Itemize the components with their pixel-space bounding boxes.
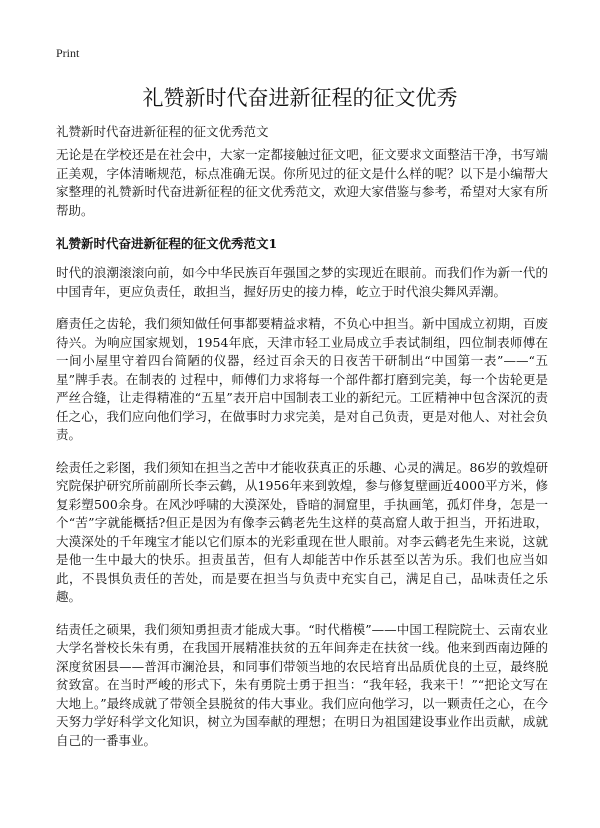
body-paragraph-4: 结责任之硕果，我们须知勇担责才能成大事。“时代楷模”——中国工程院院士、云南农业大学名誉校长朱有勇，在我国开展精准扶贫的五年间奔走在扶贫一线。他来到西南边陲的深度贫困县——普洱市澜沧县，和同事们带领当地的农民培育出品质优良的土豆，最终脱贫致富。在当时严峻的形式下，朱有勇院士勇于担当：“我年轻，我来干！”“把论文写在大地上。”最终成就了带领全县脱贫的伟大事业。我们应向他学习，以一颗责任之心，在今天努力学好科学文化知识，树立为国奉献的理想；在明日为祖国建设事业作出贡献，成就自己的一番事业。 (56, 621, 548, 748)
section-heading: 礼赞新时代奋进新征程的征文优秀范文1 (56, 236, 278, 251)
article-title: 礼赞新时代奋进新征程的征文优秀 (142, 86, 458, 110)
body-paragraph-2: 磨责任之齿轮，我们须知做任何事都要精益求精，不负心中担当。新中国成立初期，百废待兴。为响应国家规划，1954年底，天津市轻工业局成立手表试制组，四位制表师傅在一间小屋里守着四台简陋的仪器，经过百余天的日夜苦干研制出“中国第一表”——“五星”牌手表。在制表的 过程中，师傅们力求将每一个部件都打磨到完美，每一个齿轮更是严丝合缝，让走得精准的“五星”表开启中国制表工业的新纪元。工匠精神中包含深沉的责任之心，我们应向他们学习，在做事时力求完美，是对自己负责，更是对他人、对社会负责。 (56, 316, 548, 442)
print-link[interactable]: Print (56, 46, 80, 60)
body-paragraph-3: 绘责任之彩图，我们须知在担当之苦中才能收获真正的乐趣、心灵的满足。86岁的敦煌研究院保护研究所前副所长李云鹤，从1956年来到敦煌，参与修复壁画近4000平方米，修复彩塑500余身。在风沙呼啸的大漠深处，昏暗的洞窟里，手执画笔，孤灯伴身，怎是一个“苦”字就能概括?但正是因为有像李云鹤老先生这样的莫高窟人敢于担当，开拓进取，大漠深处的千年瑰宝才能以它们原本的光彩重现在世人眼前。对李云鹤老先生来说，这就是他一生中最大的快乐。担责虽苦，但有人却能苦中作乐甚至以苦为乐。我们也应当如此，不畏惧负责任的苦处，而是要在担当与负责中充实自己，满足自己，品味责任之乐趣。 (56, 459, 548, 604)
intro-paragraph: 无论是在学校还是在社会中，大家一定都接触过征文吧，征文要求文面整洁干净，书写端正美观，字体清晰规范，标点准确无误。你所见过的征文是什么样的呢？以下是小编帮大家整理的礼赞新时代奋进新征程的征文优秀范文，欢迎大家借鉴与参考，希望对大家有所帮助。 (56, 147, 548, 218)
body-paragraph-1: 时代的浪潮滚滚向前，如今中华民族百年强国之梦的实现近在眼前。而我们作为新一代的中国青年，更应负责任，敢担当，握好历史的接力棒，屹立于时代浪尖舞风弄潮。 (56, 265, 548, 299)
article-body (56, 146, 548, 764)
article-subtitle: 礼赞新时代奋进新征程的征文优秀范文 (56, 124, 269, 139)
